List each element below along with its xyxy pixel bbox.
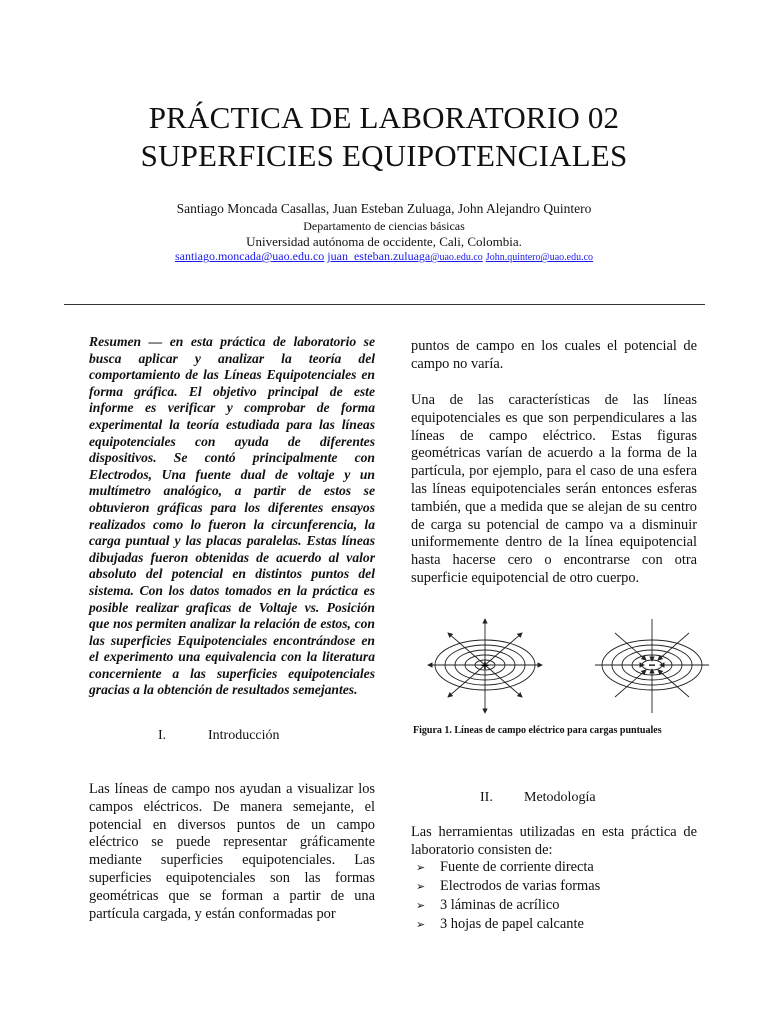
email-zuluaga-user: juan_esteban.zuluaga [327,249,431,263]
methodology-intro: Las herramientas utilizadas en esta práctica de laboratorio consisten de: [411,824,697,858]
list-item-text: Fuente de corriente directa [440,859,594,875]
continuation-paragraph: puntos de campo en los cuales el potencial de campo no varía. [411,338,697,372]
email-zuluaga-domain: @uao.edu.co [430,252,483,263]
paper-title-line2: SUPERFICIES EQUIPOTENCIALES [140,138,628,173]
arrow-bullet-icon: ➢ [416,881,426,893]
department: Departamento de ciencias básicas [303,219,465,233]
arrow-bullet-icon: ➢ [416,900,426,912]
email-link-zuluaga[interactable] [327,249,483,263]
email-link-moncada[interactable]: santiago.moncada@uao.edu.co [174,249,325,263]
positive-sign: + [480,657,490,673]
negative-sign: − [648,658,656,672]
university: Universidad autónoma de occidente, Cali, Colombia. [246,234,522,249]
list-item [416,877,600,896]
section-title: Metodología [524,790,596,805]
email-link-quintero[interactable]: John.quintero@uao.edu.co [485,252,594,263]
arrow-bullet-icon: ➢ [416,862,426,874]
section-heading-metodologia [480,790,596,806]
list-item [416,858,600,877]
paper-title-line1: PRÁCTICA DE LABORATORIO 02 [148,100,620,135]
email-line [0,249,768,265]
list-item [416,915,600,934]
list-item-text: Electrodos de varias formas [440,878,601,894]
intro-paragraph: Las líneas de campo nos ayudan a visualizar los campos eléctricos. De manera semejante, el potencial en diversos puntos de un campo eléctrico se puede representar gráficamente mediante superficies equipotenciales. Las superficies equipotenciales son las formas geométricas que se forman a partir de una partícula cargada, y están conformadas por [89,781,375,922]
tools-list [416,858,600,934]
list-item [416,896,600,915]
equipotential-paragraph: Una de las características de las líneas equipotenciales es que son perpendiculares a las líneas de campo eléctrico. Estas figuras geométricas varían de acuerdo a la forma de la partícula, por ejemplo, para el caso de una esfera las líneas equipotenciales serán entonces esferas también, que a medida que se alejan de su centro de carga su potencial de campo va a disminuir uniformemente dentro de la línea equipotencial hasta hacerse cero o encontrarse con otra superficie equipotencial de otro cuerpo. [411,392,697,586]
arrow-bullet-icon: ➢ [416,919,426,931]
figure-caption: Figura 1. Líneas de campo eléctrico para cargas puntuales [413,725,662,736]
list-item-text: 3 hojas de papel calcante [440,916,584,932]
horizontal-divider [64,304,705,305]
section-number: I. [158,728,167,743]
abstract: Resumen — en esta práctica de laboratorio se busca aplicar y analizar la teoría del comportamiento de las Líneas Equipotenciales en forma gráfica. El objetivo principal de este informe es verificar y comprobar de forma experimental la teoría estudiada para las líneas equipotenciales con ayuda de diferentes dispositivos. Se contó principalmente con Electrodos, Una fuente dual de voltaje y un multímetro analógico, a partir de estos se obtuvieron gráficas para los diferentes ensayos realizados como lo fueron la circunferencia, la carga puntual y las placas paralelas. Estas líneas dibujadas fueron obtenidas de acuerdo al valor absoluto del potencial en distintos puntos del sistema. Con los datos tomados en la práctica es posible realizar graficas de Voltaje vs. Posición que nos permiten analizar la relación de estos, con las superficies Equipotenciales encontrándose en el experimento una equivalencia con la literatura concerniente a las superficies equipotenciales gracias a la obtención de resultados semejantes. [89,334,375,698]
list-item-text: 3 láminas de acrílico [440,897,560,913]
section-heading-introduccion [158,728,280,744]
section-number: II. [480,790,493,805]
field-lines-figure [420,615,720,720]
authors: Santiago Moncada Casallas, Juan Esteban Zuluaga, John Alejandro Quintero [176,201,592,216]
section-title: Introducción [208,728,280,743]
